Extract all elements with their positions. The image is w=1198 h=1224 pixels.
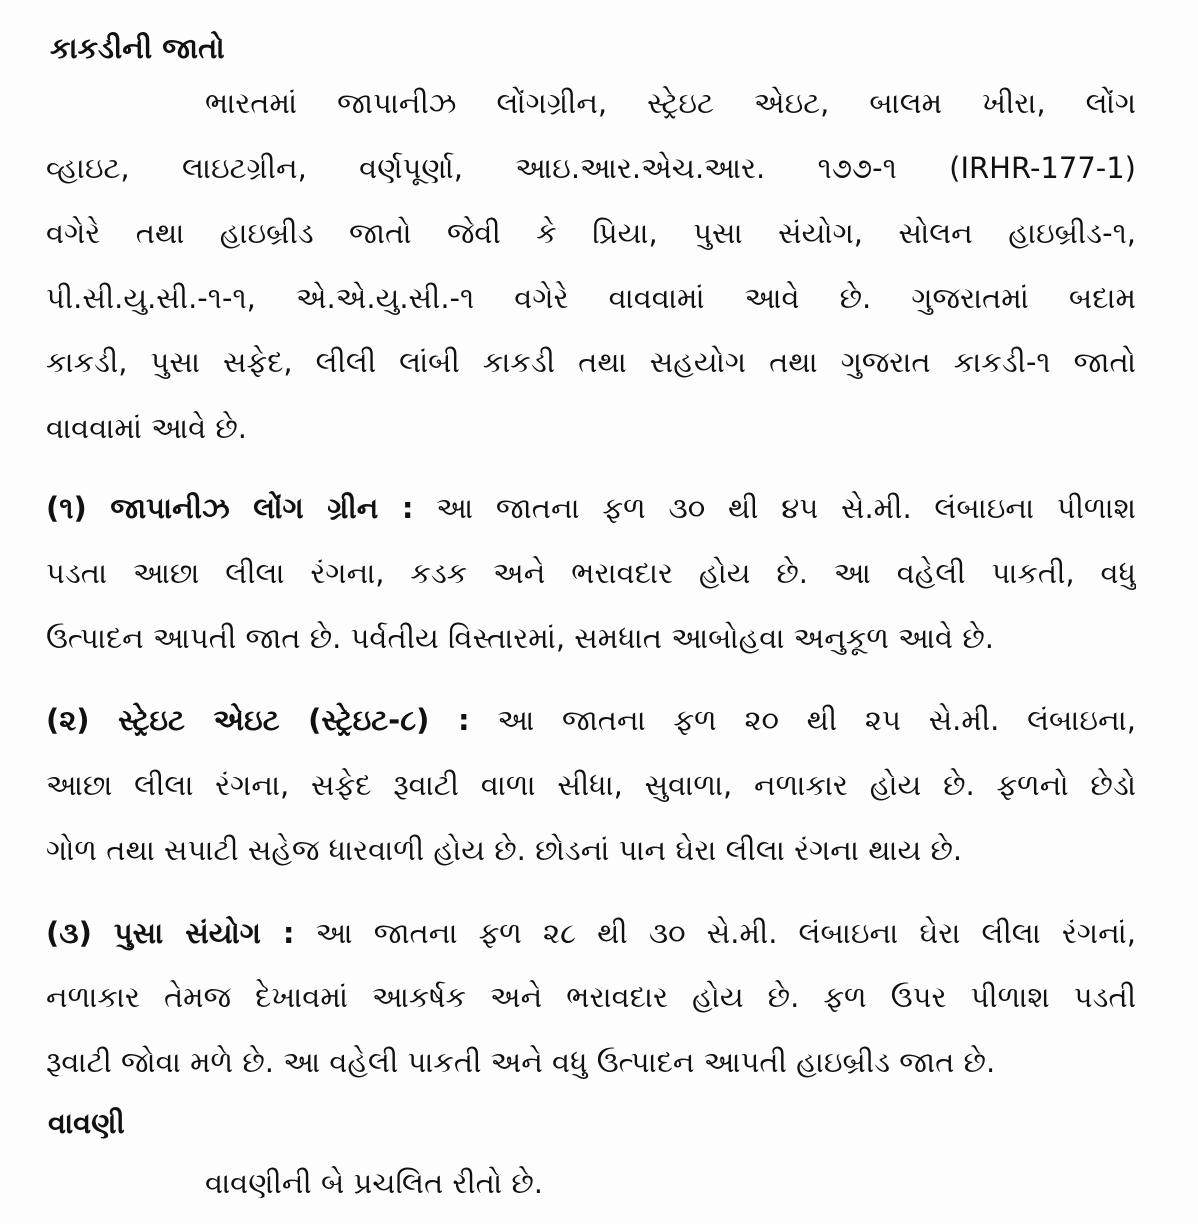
variety-3-line-1 xyxy=(46,913,1136,953)
page-title: કાકડીની જાતો xyxy=(50,31,225,65)
sowing-text: વાવણીની બે પ્રચલિત રીતો છે. xyxy=(205,1166,544,1200)
intro-line-6: વાવવામાં આવે છે. xyxy=(46,411,248,445)
variety-3-label: (૩) પુસા સંયોગ : xyxy=(46,916,295,950)
variety-2-label: (૨) સ્ટ્રેઇટ એઇટ (સ્ટ્રેઇટ-૮) : xyxy=(46,703,470,737)
variety-1-line-3: ઉત્પાદન આપતી જાત છે. પર્વતીય વિસ્તારમાં, સમધાત આબોહવા અનુકૂળ આવે છે. xyxy=(46,621,994,655)
variety-1-line-2: પડતા આછા લીલા રંગના, કડક અને ભરાવદાર હોય છે. આ વહેલી પાકતી, વધુ xyxy=(46,556,1136,590)
intro-line-5: કાકડી, પુસા સફેદ, લીલી લાંબી કાકડી તથા સહયોગ તથા ગુજરાત કાકડી-૧ જાતો xyxy=(46,345,1136,379)
variety-2-text-start: આ જાતના ફળ ૨૦ થી ૨૫ સે.મી. લંબાઇના, xyxy=(497,703,1136,737)
variety-3-line-3: રૂવાટી જોવા મળે છે. આ વહેલી પાકતી અને વધુ ઉત્પાદન આપતી હાઇબ્રીડ જાત છે. xyxy=(46,1045,996,1079)
intro-line-4: પી.સી.યુ.સી.-૧-૧, એ.એ.યુ.સી.-૧ વગેરે વાવવામાં આવે છે. ગુજરાતમાં બદામ xyxy=(46,281,1136,315)
sowing-heading: વાવણી xyxy=(48,1106,125,1140)
variety-1-text-start: આ જાતના ફળ ૩૦ થી ૪૫ સે.મી. લંબાઇના પીળાશ xyxy=(436,491,1136,525)
variety-1-line-1 xyxy=(46,488,1136,528)
intro-line-3: વગેરે તથા હાઇબ્રીડ જાતો જેવી કે પ્રિયા, પુસા સંયોગ, સોલન હાઇબ્રીડ-૧, xyxy=(46,216,1136,250)
intro-line-1: ભારતમાં જાપાનીઝ લોંગગ્રીન, સ્ટ્રેઇટ એઇટ, બાલમ ખીરા, લોંગ xyxy=(205,86,1136,120)
variety-2-line-2: આછા લીલા રંગના, સફેદ રૂવાટી વાળા સીધા, સુવાળા, નળાકાર હોય છે. ફળનો છેડો xyxy=(46,768,1136,802)
variety-1-label: (૧) જાપાનીઝ લોંગ ગ્રીન : xyxy=(46,491,414,525)
variety-3-line-2: નળાકાર તેમજ દેખાવમાં આકર્ષક અને ભરાવદાર હોય છે. ફળ ઉપર પીળાશ પડતી xyxy=(46,980,1136,1014)
intro-line-2: વ્હાઇટ, લાઇટગ્રીન, વર્ણપૂર્ણા, આઇ.આર.એચ.આર. ૧૭૭-૧ (IRHR-177-1) xyxy=(46,151,1136,185)
variety-3-text-start: આ જાતના ફળ ૨૮ થી ૩૦ સે.મી. લંબાઇના ઘેરા લીલા રંગનાં, xyxy=(315,916,1136,950)
variety-2-line-3: ગોળ તથા સપાટી સહેજ ધારવાળી હોય છે. છોડનાં પાન ઘેરા લીલા રંગના થાય છે. xyxy=(46,833,963,867)
variety-2-line-1 xyxy=(46,700,1136,740)
